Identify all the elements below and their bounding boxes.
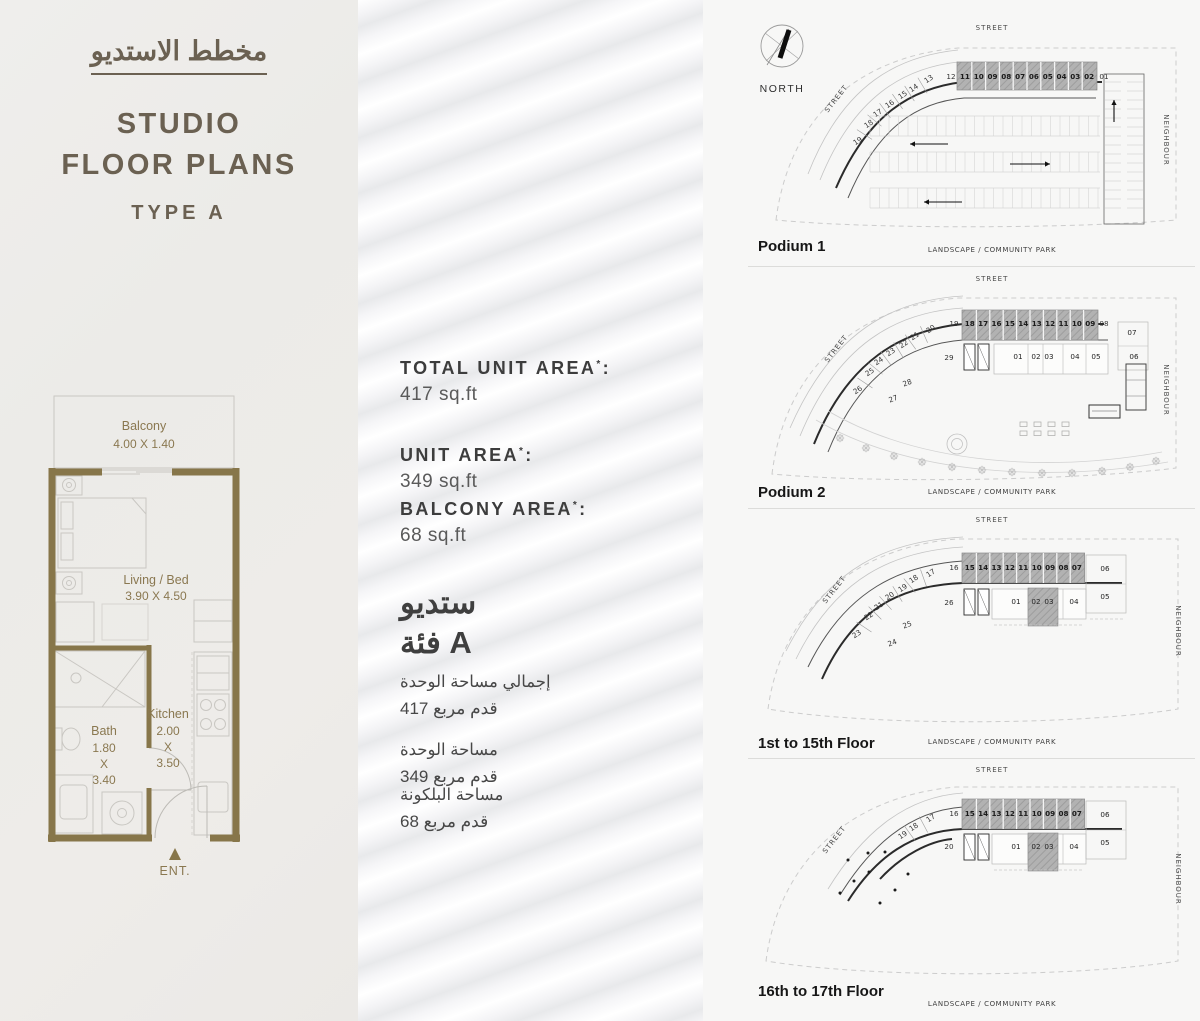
unit-number: 16 — [883, 97, 896, 111]
unit-number: 17 — [924, 811, 937, 825]
unit-number: 20 — [944, 842, 954, 851]
balcony-area-value: 68 sq.ft — [400, 525, 467, 546]
unit-number: 16 — [949, 809, 959, 818]
unit-number: 15 — [964, 563, 975, 572]
unit-number: 13 — [991, 809, 1002, 818]
balcony-dim: 4.00 X 1.40 — [113, 437, 175, 451]
unit-number: 06 — [1100, 810, 1110, 819]
unit-number: 10 — [1031, 809, 1042, 818]
section-divider — [748, 758, 1195, 759]
unit-number: 23 — [884, 345, 897, 359]
unit-number: 20 — [883, 589, 896, 603]
parking-garage — [1104, 74, 1144, 224]
unit-number: 27 — [887, 392, 899, 405]
left-panel — [0, 0, 358, 1021]
unit-number: 07 — [1015, 72, 1026, 81]
unit-number: 14 — [978, 563, 989, 572]
unit-number: 19 — [896, 828, 909, 842]
unit-number: 04 — [1056, 72, 1067, 81]
unit-number: 21 — [908, 329, 921, 343]
unit-number: 02 — [1031, 597, 1041, 606]
landscape-label: LANDSCAPE / COMMUNITY PARK — [927, 1000, 1057, 1008]
unit-number: 04 — [1070, 352, 1080, 361]
unit-number: 19 — [949, 319, 959, 328]
unit-number: 08 — [1099, 319, 1109, 328]
unit-number: 02 — [1031, 842, 1041, 851]
unit-number: 06 — [1129, 352, 1139, 361]
neighbour-label: NEIGHBOUR — [1174, 853, 1182, 905]
unit-number: 14 — [978, 809, 989, 818]
unit-number: 05 — [1100, 838, 1110, 847]
unit-area-value: 349 sq.ft — [400, 471, 478, 492]
unit-number: 24 — [886, 636, 898, 649]
unit-number: 24 — [872, 354, 885, 368]
unit-number: 03 — [1044, 842, 1054, 851]
unit-number: 05 — [1091, 352, 1101, 361]
street-label: STREET — [823, 83, 850, 115]
entrance-label: ENT. — [159, 864, 191, 878]
street-label: STREET — [823, 333, 850, 365]
arabic-balcony-area — [400, 785, 503, 832]
site-plan-16th-17th-floor — [752, 761, 1195, 1019]
arabic-unit-area-value: 349 قدم مربع — [400, 767, 498, 786]
plan-name: Podium 2 — [758, 484, 826, 501]
unit-number: 17 — [871, 106, 884, 120]
unit-number: 08 — [1058, 563, 1069, 572]
unit-number: 01 — [1099, 72, 1109, 81]
site-plan-drawing — [752, 16, 1195, 266]
plan-name: Podium 1 — [758, 238, 826, 255]
unit-number: 05 — [1100, 592, 1110, 601]
arabic-balcony-area-label: مساحة البلكونة — [400, 786, 504, 804]
arabic-page-title — [0, 36, 358, 67]
living-label: Living / Bed — [123, 573, 189, 587]
arabic-heading-line1: ستديو — [400, 585, 477, 620]
entrance-arrow-icon — [169, 848, 181, 860]
unit-number: 03 — [1044, 352, 1054, 361]
building-outline — [880, 839, 952, 879]
total-unit-area-label: TOTAL UNIT AREA*: — [400, 358, 612, 378]
unit-number: 14 — [1018, 319, 1029, 328]
unit-number: 06 — [1028, 72, 1039, 81]
kitchen-dim-x: X — [163, 740, 173, 754]
page-title-line2: FLOOR PLANS — [61, 149, 297, 182]
unit-number: 07 — [1127, 328, 1137, 337]
unit-number: 13 — [1031, 319, 1042, 328]
arabic-total-area — [400, 672, 551, 719]
unit-number: 18 — [964, 319, 975, 328]
total-unit-area-value: 417 sq.ft — [400, 384, 478, 405]
unit-number: 25 — [901, 618, 913, 631]
unit-number: 12 — [1004, 809, 1015, 818]
plan-name: 1st to 15th Floor — [758, 735, 875, 752]
unit-number: 19 — [851, 134, 864, 148]
landscape-label: LANDSCAPE / COMMUNITY PARK — [927, 488, 1057, 496]
highlighted-units-block — [1028, 833, 1058, 871]
unit-number: 09 — [1045, 809, 1056, 818]
arabic-total-area-label: إجمالي مساحة الوحدة — [400, 673, 551, 691]
arabic-unit-area — [400, 740, 498, 787]
highlighted-units-block — [1028, 588, 1058, 626]
living-dim: 3.90 X 4.50 — [125, 589, 187, 603]
unit-number: 12 — [1004, 563, 1015, 572]
page-title — [0, 104, 358, 186]
kitchen-dim-a: 2.00 — [156, 724, 180, 738]
unit-number: 08 — [1058, 809, 1069, 818]
arabic-heading-line2: فئة A — [400, 624, 472, 660]
kitchen-label: Kitchen — [147, 707, 189, 721]
neighbour-label: NEIGHBOUR — [1162, 114, 1170, 166]
unit-number: 28 — [901, 376, 913, 389]
unit-number: 22 — [862, 609, 875, 623]
unit-number: 18 — [862, 117, 875, 131]
section-divider — [748, 266, 1195, 267]
unit-number: 17 — [978, 319, 989, 328]
unit-number: 02 — [1084, 72, 1095, 81]
unit-number: 10 — [1071, 319, 1082, 328]
unit-number: 15 — [896, 88, 909, 102]
balcony-area — [400, 499, 588, 547]
unit-number: 12 — [946, 72, 956, 81]
page-title-line1: STUDIO — [116, 108, 242, 140]
balcony-label: Balcony — [121, 419, 167, 433]
unit-number: 21 — [872, 599, 885, 613]
north-label: NORTH — [759, 83, 805, 95]
site-plan-drawing — [752, 511, 1195, 757]
unit-number: 03 — [1044, 597, 1054, 606]
unit-area — [400, 445, 534, 493]
unit-type-label: TYPE A — [131, 202, 227, 224]
site-plan-drawing — [752, 268, 1195, 508]
unit-number: 22 — [897, 337, 910, 351]
unit-number: 13 — [991, 563, 1002, 572]
unit-number: 11 — [1058, 319, 1069, 328]
bath-dim-b: 3.40 — [92, 773, 116, 787]
unit-number: 09 — [987, 72, 998, 81]
unit-number: 18 — [907, 820, 920, 834]
unit-number: 11 — [959, 72, 970, 81]
bath-dim-a: 1.80 — [92, 741, 116, 755]
unit-number: 12 — [1045, 319, 1056, 328]
unit-number: 23 — [850, 627, 863, 641]
site-plan-podium-2 — [752, 268, 1195, 508]
unit-number: 03 — [1070, 72, 1081, 81]
unit-number: 26 — [944, 598, 954, 607]
unit-number: 09 — [1085, 319, 1096, 328]
neighbour-label: NEIGHBOUR — [1174, 605, 1182, 657]
site-plan-podium-1 — [752, 16, 1195, 266]
unit-number: 25 — [863, 365, 876, 379]
street-label: STREET — [821, 824, 848, 856]
unit-number: 18 — [907, 572, 920, 586]
unit-number: 01 — [1013, 352, 1023, 361]
unit-number: 15 — [1004, 319, 1015, 328]
unit-number: 10 — [973, 72, 984, 81]
neighbour-label: NEIGHBOUR — [1162, 364, 1170, 416]
unit-number: 11 — [1018, 563, 1029, 572]
unit-number: 19 — [896, 581, 909, 595]
unit-number: 11 — [1018, 809, 1029, 818]
street-label: STREET — [821, 574, 848, 606]
balcony-area-label: BALCONY AREA*: — [400, 499, 588, 519]
street-label: STREET — [975, 24, 1009, 32]
unit-number: 20 — [924, 322, 937, 336]
walls — [48, 468, 240, 842]
unit-number: 10 — [1031, 563, 1042, 572]
unit-number: 07 — [1071, 809, 1082, 818]
section-divider — [748, 508, 1195, 509]
unit-number: 05 — [1042, 72, 1053, 81]
unit-number: 15 — [964, 809, 975, 818]
unit-number: 01 — [1011, 842, 1021, 851]
bath-dim-x: X — [99, 757, 109, 771]
street-label: STREET — [975, 766, 1009, 774]
arabic-balcony-area-value: 68 قدم مربع — [400, 812, 489, 831]
unit-number: 04 — [1069, 842, 1079, 851]
unit-number: 04 — [1069, 597, 1079, 606]
unit-number: 13 — [922, 72, 935, 86]
street-label: STREET — [975, 275, 1009, 283]
unit-number: 16 — [949, 563, 959, 572]
unit-number: 02 — [1031, 352, 1041, 361]
arabic-total-area-value: 417 قدم مربع — [400, 699, 498, 718]
unit-number: 16 — [991, 319, 1002, 328]
unit-number: 07 — [1071, 563, 1082, 572]
unit-number: 01 — [1011, 597, 1021, 606]
landscape-label: LANDSCAPE / COMMUNITY PARK — [927, 246, 1057, 254]
balcony-door — [102, 470, 172, 474]
arabic-unit-area-label: مساحة الوحدة — [400, 741, 498, 759]
unit-area-label: UNIT AREA*: — [400, 445, 534, 465]
site-plan-1st-15th-floor — [752, 511, 1195, 757]
unit-number: 09 — [1045, 563, 1056, 572]
arabic-page-title-text: مخطط الاستديو — [91, 36, 267, 75]
unit-number: 29 — [944, 353, 954, 362]
unit-number: 17 — [924, 566, 937, 580]
site-plan-drawing — [752, 761, 1195, 1019]
landscape-label: LANDSCAPE / COMMUNITY PARK — [927, 738, 1057, 746]
unit-floor-plan — [44, 390, 246, 880]
arabic-type-heading — [400, 583, 476, 662]
unit-number: 26 — [851, 383, 864, 397]
kitchen-dim-b: 3.50 — [156, 756, 180, 770]
unit-number: 06 — [1100, 564, 1110, 573]
bath-label: Bath — [91, 724, 117, 738]
fountain — [947, 434, 967, 454]
unit-number: 08 — [1001, 72, 1012, 81]
unit-number: 14 — [907, 81, 920, 95]
street-label: STREET — [975, 516, 1009, 524]
plan-name: 16th to 17th Floor — [758, 983, 884, 1000]
total-unit-area — [400, 358, 611, 406]
